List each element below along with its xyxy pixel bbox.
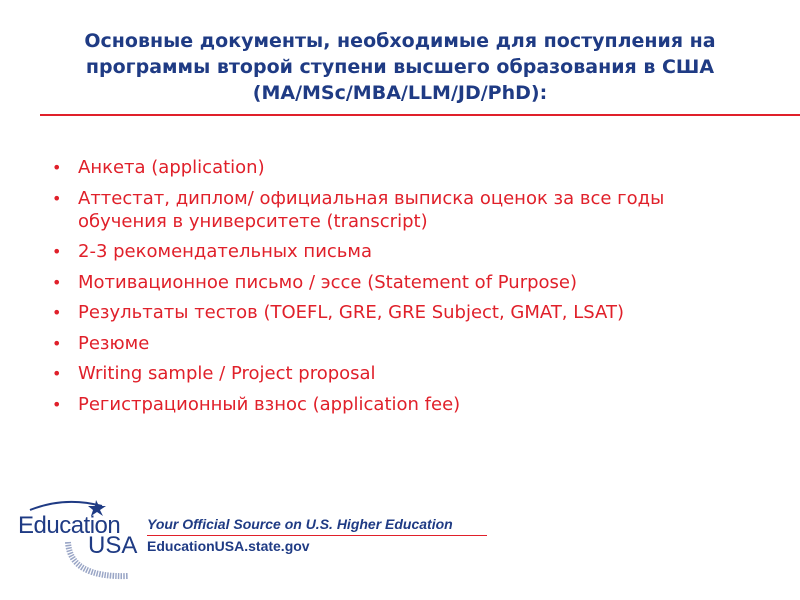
title-line-1: Основные документы, необходимые для поступления на [84,30,716,52]
bullet-icon: • [52,303,62,322]
footer-divider [147,535,487,536]
list-item-text: Мотивационное письмо / эссе (Statement of Purpose) [78,271,578,293]
education-usa-logo [10,498,140,590]
list-item [48,393,758,416]
bullet-icon: • [52,158,62,177]
list-item-text: Writing sample / Project proposal [78,363,376,384]
list-item-text: 2-3 рекомендательных письма [78,241,373,262]
title-line-2: программы второй ступени высшего образования в США [85,56,715,78]
list-item [48,301,758,324]
list-item [48,187,758,233]
footer-url-link[interactable]: EducationUSA.state.gov [147,538,310,554]
list-item [48,156,758,179]
bullet-icon: • [52,188,62,208]
list-item [48,240,758,263]
title-line-3: (MA/MSc/MBA/LLM/JD/PhD): [252,82,548,104]
bullet-icon: • [52,272,62,292]
list-item-text: Регистрационный взнос (application fee) [78,393,461,415]
bullet-icon: • [52,364,62,383]
bullet-icon: • [52,242,62,261]
logo-word-education: Education [18,512,121,539]
list-item-text: Результаты тестов (TOEFL, GRE, GRE Subject, GMAT, LSAT) [78,302,624,323]
footer-tagline: Your Official Source on U.S. Higher Education [147,516,453,532]
logo-word-usa: USA [88,532,138,559]
bullet-icon: • [52,394,62,414]
slide-title [40,28,760,106]
bullet-icon: • [52,333,62,353]
list-item [48,271,758,294]
list-item-text: Аттестат, диплом/ официальная выписка оценок за все годы обучения в университете (transcript) [78,187,665,232]
title-divider [40,114,800,116]
list-item [48,362,758,385]
list-item [48,332,758,355]
list-item-text: Анкета (application) [78,157,265,178]
document-list [48,156,758,423]
list-item-text: Резюме [78,332,150,354]
